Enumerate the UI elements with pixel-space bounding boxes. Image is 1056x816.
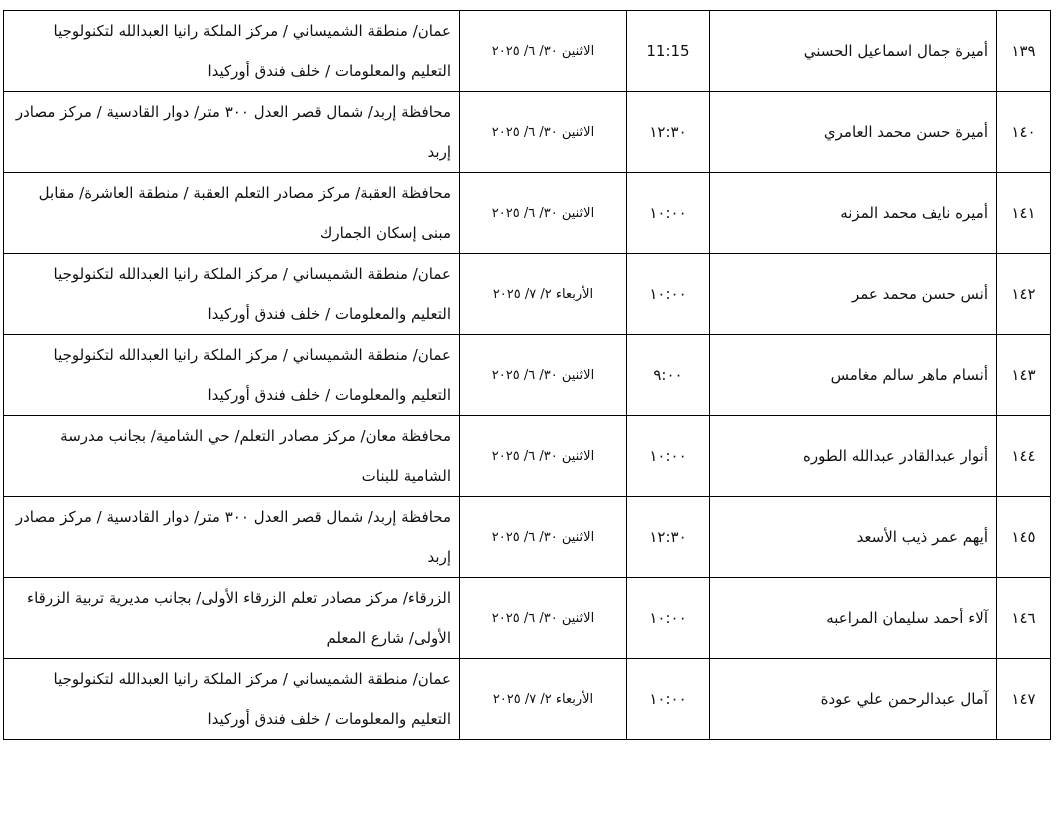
exam-date: الاثنين ٣٠/ ٦/ ٢٠٢٥	[460, 92, 627, 173]
exam-date: الاثنين ٣٠/ ٦/ ٢٠٢٥	[460, 11, 627, 92]
table-row	[4, 659, 1051, 740]
candidate-name: أنوار عبدالقادر عبدالله الطوره	[710, 416, 997, 497]
candidate-name: آلاء أحمد سليمان المراعبه	[710, 578, 997, 659]
table-row	[4, 92, 1051, 173]
exam-location: عمان/ منطقة الشميساني / مركز الملكة رانيا العبدالله لتكنولوجيا التعليم والمعلومات / خلف فندق أوركيدا	[4, 254, 460, 335]
candidate-name: أنس حسن محمد عمر	[710, 254, 997, 335]
table-row	[4, 254, 1051, 335]
table-row	[4, 335, 1051, 416]
exam-time: 11:15	[627, 11, 710, 92]
table-row	[4, 416, 1051, 497]
exam-location: محافظة إربد/ شمال قصر العدل ٣٠٠ متر/ دوار القادسية / مركز مصادر إربد	[4, 92, 460, 173]
exam-time: ١٢:٣٠	[627, 497, 710, 578]
row-number: ١٤٧	[997, 659, 1051, 740]
exam-time: ١٠:٠٠	[627, 659, 710, 740]
exam-date: الاثنين ٣٠/ ٦/ ٢٠٢٥	[460, 416, 627, 497]
candidate-name: أنسام ماهر سالم مغامس	[710, 335, 997, 416]
exam-time: ١٠:٠٠	[627, 254, 710, 335]
exam-date: الاثنين ٣٠/ ٦/ ٢٠٢٥	[460, 335, 627, 416]
schedule-table-body	[4, 11, 1051, 740]
exam-time: ٩:٠٠	[627, 335, 710, 416]
row-number: ١٤٣	[997, 335, 1051, 416]
row-number: ١٤٢	[997, 254, 1051, 335]
row-number: ١٣٩	[997, 11, 1051, 92]
exam-location: الزرقاء/ مركز مصادر تعلم الزرقاء الأولى/ بجانب مديرية تربية الزرقاء الأولى/ شارع المعلم	[4, 578, 460, 659]
exam-location: محافظة معان/ مركز مصادر التعلم/ حي الشامية/ بجانب مدرسة الشامية للبنات	[4, 416, 460, 497]
table-row	[4, 497, 1051, 578]
row-number: ١٤٦	[997, 578, 1051, 659]
exam-date: الاثنين ٣٠/ ٦/ ٢٠٢٥	[460, 497, 627, 578]
exam-location: عمان/ منطقة الشميساني / مركز الملكة رانيا العبدالله لتكنولوجيا التعليم والمعلومات / خلف فندق أوركيدا	[4, 11, 460, 92]
candidate-name: أميرة حسن محمد العامري	[710, 92, 997, 173]
table-row	[4, 11, 1051, 92]
row-number: ١٤٠	[997, 92, 1051, 173]
table-row	[4, 578, 1051, 659]
schedule-table	[3, 10, 1051, 740]
exam-date: الأربعاء ٢/ ٧/ ٢٠٢٥	[460, 659, 627, 740]
exam-time: ١٠:٠٠	[627, 416, 710, 497]
exam-date: الأربعاء ٢/ ٧/ ٢٠٢٥	[460, 254, 627, 335]
exam-date: الاثنين ٣٠/ ٦/ ٢٠٢٥	[460, 173, 627, 254]
candidate-name: أميره نايف محمد المزنه	[710, 173, 997, 254]
candidate-name: أيهم عمر ذيب الأسعد	[710, 497, 997, 578]
exam-location: محافظة إربد/ شمال قصر العدل ٣٠٠ متر/ دوار القادسية / مركز مصادر إربد	[4, 497, 460, 578]
candidate-name: أميرة جمال اسماعيل الحسني	[710, 11, 997, 92]
exam-time: ١٠:٠٠	[627, 173, 710, 254]
row-number: ١٤٥	[997, 497, 1051, 578]
exam-date: الاثنين ٣٠/ ٦/ ٢٠٢٥	[460, 578, 627, 659]
exam-location: محافظة العقبة/ مركز مصادر التعلم العقبة / منطقة العاشرة/ مقابل مبنى إسكان الجمارك	[4, 173, 460, 254]
exam-time: ١٠:٠٠	[627, 578, 710, 659]
row-number: ١٤٤	[997, 416, 1051, 497]
exam-location: عمان/ منطقة الشميساني / مركز الملكة رانيا العبدالله لتكنولوجيا التعليم والمعلومات / خلف فندق أوركيدا	[4, 335, 460, 416]
exam-location: عمان/ منطقة الشميساني / مركز الملكة رانيا العبدالله لتكنولوجيا التعليم والمعلومات / خلف فندق أوركيدا	[4, 659, 460, 740]
row-number: ١٤١	[997, 173, 1051, 254]
candidate-name: آمال عبدالرحمن علي عودة	[710, 659, 997, 740]
exam-time: ١٢:٣٠	[627, 92, 710, 173]
table-row	[4, 173, 1051, 254]
